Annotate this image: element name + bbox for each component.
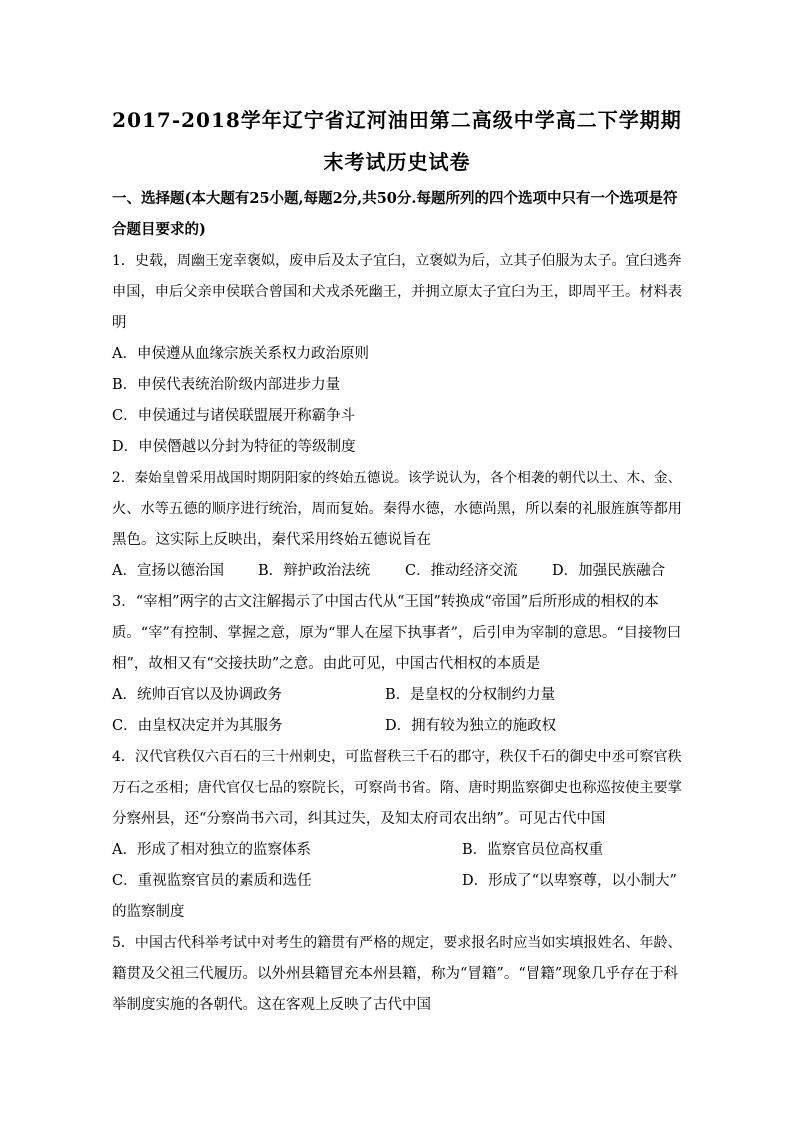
q2-option-a: A．宣扬以德治国 xyxy=(112,563,224,579)
q2-option-d: D．加强民族融合 xyxy=(552,563,666,579)
q4-option-d-continued: 的监察制度 xyxy=(112,904,185,920)
q3-option-b: B．是皇权的分权制约力量 xyxy=(385,687,556,703)
q3-text-line1: 3．“宰相”两字的古文注解揭示了中国古代从“王国”转换成“帝国”后所形成的相权的本 xyxy=(112,594,659,610)
q1-option-d: D．申侯僭越以分封为特征的等级制度 xyxy=(112,439,356,455)
section-heading-line2: 合题目要求的) xyxy=(112,221,206,238)
q1-option-c: C．申侯通过与诸侯联盟展开称霸争斗 xyxy=(112,408,356,424)
q4-text-line2: 万石之丞相；唐代官仅七品的察院长，可察尚书省。隋、唐时期监察御史也称巡按使主要掌 xyxy=(112,780,683,796)
q4-text-line3: 分察州县，还“分察尚书六司，纠其过失，及知太府司农出纳”。可见古代中国 xyxy=(112,811,606,827)
q3-text-line2: 质。“宰”有控制、掌握之意，原为“罪人在屋下执事者”，后引申为宰制的意思。“目接物曰 xyxy=(112,625,682,641)
q4-option-b: B．监察官员位高权重 xyxy=(462,842,604,858)
q4-option-a: A．形成了相对独立的监察体系 xyxy=(112,842,311,858)
q4-text-line1: 4．汉代官秩仅六百石的三十州刺史，可监督秩三千石的郡守，秩仅千石的御史中丞可察官秩 xyxy=(112,749,682,765)
q4-option-d: D．形成了“以卑察尊，以小制大” xyxy=(462,873,677,889)
section-heading-line1: 一、选择题(本大题有25小题,每题2分,共50分.每题所列的四个选项中只有一个选项是符 xyxy=(112,190,678,207)
q2-option-c: C．推动经济交流 xyxy=(405,563,518,579)
q3-option-c: C．由皇权决定并为其服务 xyxy=(112,718,283,734)
q2-text-line2: 火、水等五德的顺序进行统治，周而复始。秦得水德，水德尚黑，所以秦的礼服旌旗等都用 xyxy=(112,501,683,517)
q2-option-b: B．辩护政治法统 xyxy=(258,563,371,579)
q3-text-line3: 相”，故相又有“交接扶助”之意。由此可见，中国古代相权的本质是 xyxy=(112,656,541,672)
q4-option-c: C．重视监察官员的素质和选任 xyxy=(112,873,312,889)
page-title-line2: 末考试历史试卷 xyxy=(323,150,471,174)
page-title-line1: 2017-2018学年辽宁省辽河油田第二高级中学高二下学期期 xyxy=(112,108,682,132)
q5-text-line3: 举制度实施的各朝代。这在客观上反映了古代中国 xyxy=(112,997,431,1013)
q3-option-d: D．拥有较为独立的施政权 xyxy=(385,718,557,734)
q3-option-a: A．统帅百官以及协调政务 xyxy=(112,687,282,703)
q2-text-line3: 黑色。这实际上反映出，秦代采用终始五德说旨在 xyxy=(112,532,431,548)
q1-text-line2: 申国，申后父亲申侯联合曾国和犬戎杀死幽王，并拥立原太子宜臼为王，即周平王。材料表 xyxy=(112,284,683,300)
q1-text-line1: 1．史载，周幽王宠幸褒姒，废申后及太子宜臼，立褒姒为后，立其子伯服为太子。宜臼逃奔 xyxy=(112,253,682,269)
q5-text-line1: 5．中国古代科举考试中对考生的籍贯有严格的规定，要求报名时应当如实填报姓名、年龄、 xyxy=(112,935,682,951)
q5-text-line2: 籍贯及父祖三代履历。以外州县籍冒充本州县籍，称为“冒籍”。“冒籍”现象几乎存在于科 xyxy=(112,966,679,982)
q1-option-a: A．申侯遵从血缘宗族关系权力政治原则 xyxy=(112,346,369,362)
q1-option-b: B．申侯代表统治阶级内部进步力量 xyxy=(112,377,341,393)
q1-text-line3: 明 xyxy=(112,315,127,331)
q2-text-line1: 2．秦始皇曾采用战国时期阴阳家的终始五德说。该学说认为，各个相袭的朝代以土、木、金、 xyxy=(112,470,682,486)
